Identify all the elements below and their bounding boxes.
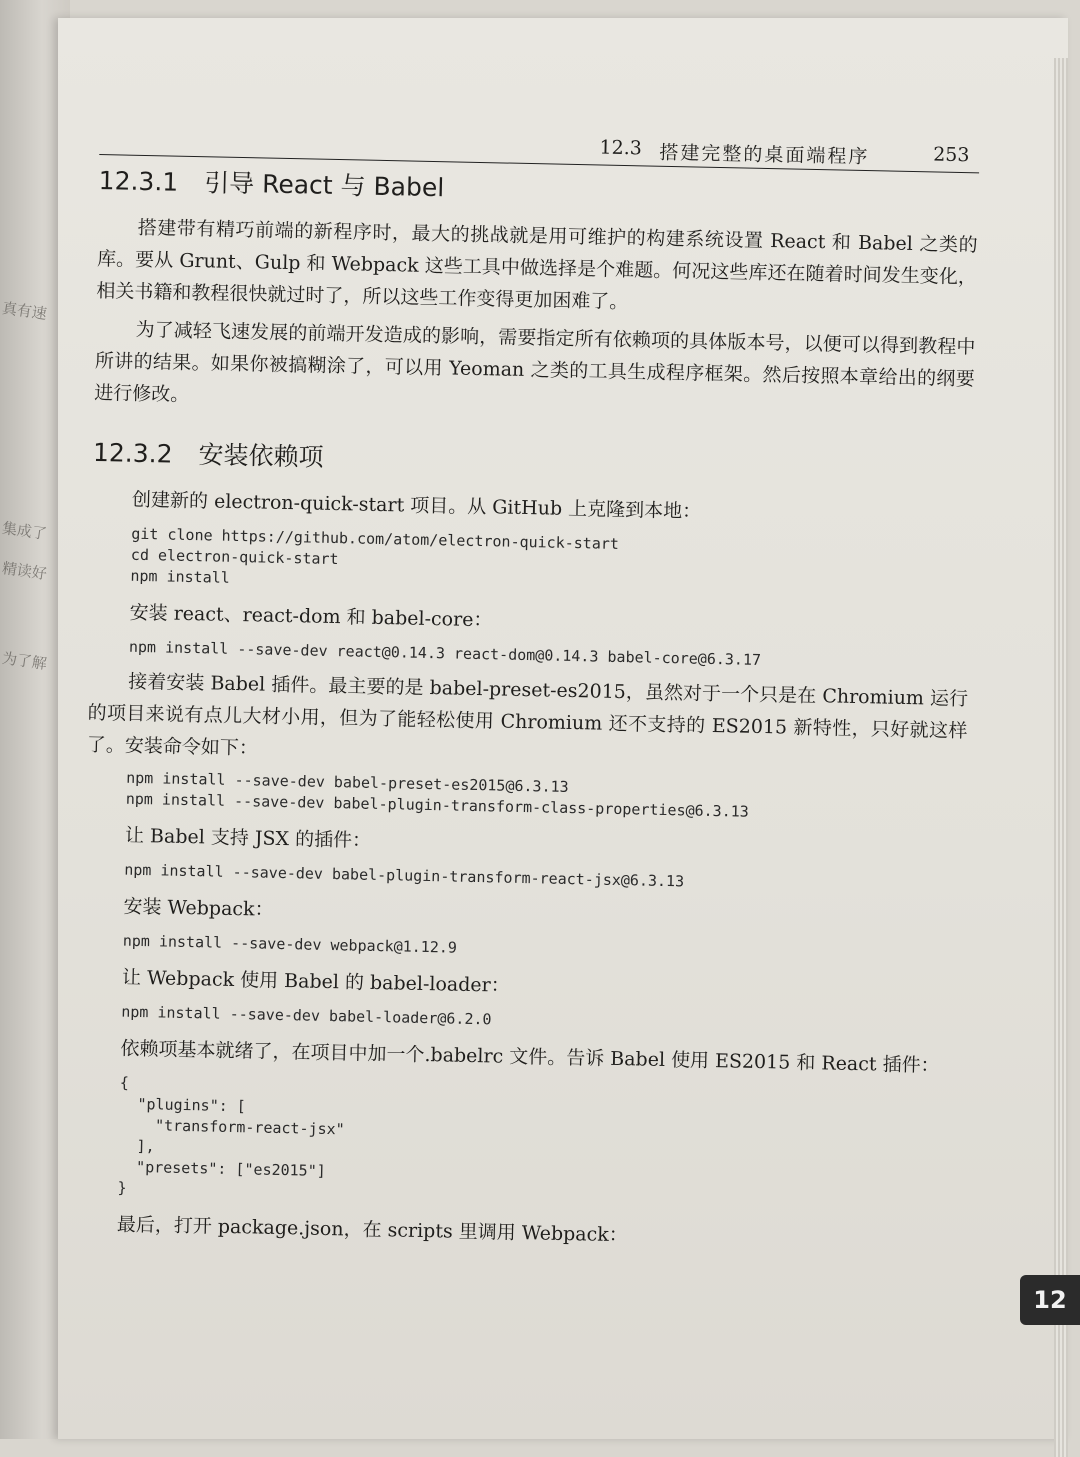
code-block-react: npm install --save-dev react@0.14.3 react-dom@0.14.3 babel-core@6.3.17 bbox=[128, 637, 762, 669]
section-number: 12.3.2 bbox=[92, 437, 173, 469]
section-title: 安装依赖项 bbox=[198, 440, 324, 472]
instruction-text: 依赖项基本就绪了，在项目中加一个.babelrc 文件。告诉 Babel 使用 ES2015 和 React 插件： bbox=[120, 1037, 940, 1077]
code-block-loader: npm install --save-dev babel-loader@6.2.0 bbox=[121, 1002, 492, 1029]
code-block-clone: git clone https://github.com/atom/electron-quick-start cd electron-quick-start npm install bbox=[130, 524, 620, 587]
code-block-babelrc: { "plugins": [ "transform-react-jsx" ], "presets": ["es2015"] } bbox=[117, 1073, 345, 1197]
facing-page-fragment: 集成了 bbox=[0, 518, 48, 544]
paragraph: 接着安装 Babel 插件。最主要的是 babel-preset-es2015，虽然对于一个只是在 Chromium 运行的项目来说有点儿大材小用，但为了能轻松使用 Chromium 还不支持的 ES2015 新特性，只好就这样了。安装命令如下： bbox=[86, 670, 969, 760]
code-block-jsx: npm install --save-dev babel-plugin-transform-react-jsx@6.3.13 bbox=[124, 860, 685, 891]
page-stack-edge bbox=[1054, 58, 1068, 1457]
page-number: 253 bbox=[932, 143, 970, 167]
section-title: 引导 React 与 Babel bbox=[203, 168, 445, 203]
section-heading-12-3-2 bbox=[93, 433, 974, 487]
instruction-text: 最后，打开 package.json，在 scripts 里调用 Webpack： bbox=[116, 1213, 629, 1247]
code-block-webpack: npm install --save-dev webpack@1.12.9 bbox=[122, 931, 458, 957]
section-number: 12.3.1 bbox=[98, 165, 179, 197]
page-content bbox=[76, 120, 979, 1266]
chapter-tab: 12 bbox=[1020, 1275, 1080, 1325]
code-block-plugins: npm install --save-dev babel-preset-es2015@6.3.13 npm install --save-dev babel-plugin-transform-class-properties@6.3.13 bbox=[125, 768, 749, 821]
header-chapter-title: 搭建完整的桌面端程序 bbox=[659, 141, 870, 169]
instruction-text: 让 Babel 支持 JSX 的插件： bbox=[124, 824, 372, 852]
facing-page-fragment: 为了解 bbox=[0, 648, 48, 674]
instruction-text: 安装 react、react-dom 和 babel-core： bbox=[129, 601, 493, 632]
facing-page-fragment: 精读好 bbox=[0, 558, 48, 584]
instruction-text: 创建新的 electron-quick-start 项目。从 GitHub 上克隆到本地： bbox=[131, 488, 702, 523]
facing-page-fragment: 真有速 bbox=[0, 298, 48, 324]
paragraph: 为了减轻飞速发展的前端开发造成的影响，需要指定所有依赖项的具体版本号，以便可以得到教程中所讲的结果。如果你被搞糊涂了，可以用 Yeoman 之类的工具生成程序框架。然后按照本章给出的纲要进行修改。 bbox=[94, 318, 976, 406]
paragraph: 搭建带有精巧前端的新程序时，最大的挑战就是用可维护的构建系统设置 React 和 Babel 之类的库。要从 Grunt、Gulp 和 Webpack 这些工具中做选择是个难题。何况这些库还在随着时间发生变化，相关书籍和教程很快就过时了，所以这些工作变得更加困难了。 bbox=[96, 216, 978, 314]
header-section-number: 12.3 bbox=[599, 136, 643, 160]
instruction-text: 安装 Webpack： bbox=[123, 895, 274, 921]
instruction-text: 让 Webpack 使用 Babel 的 babel-loader： bbox=[121, 966, 510, 997]
